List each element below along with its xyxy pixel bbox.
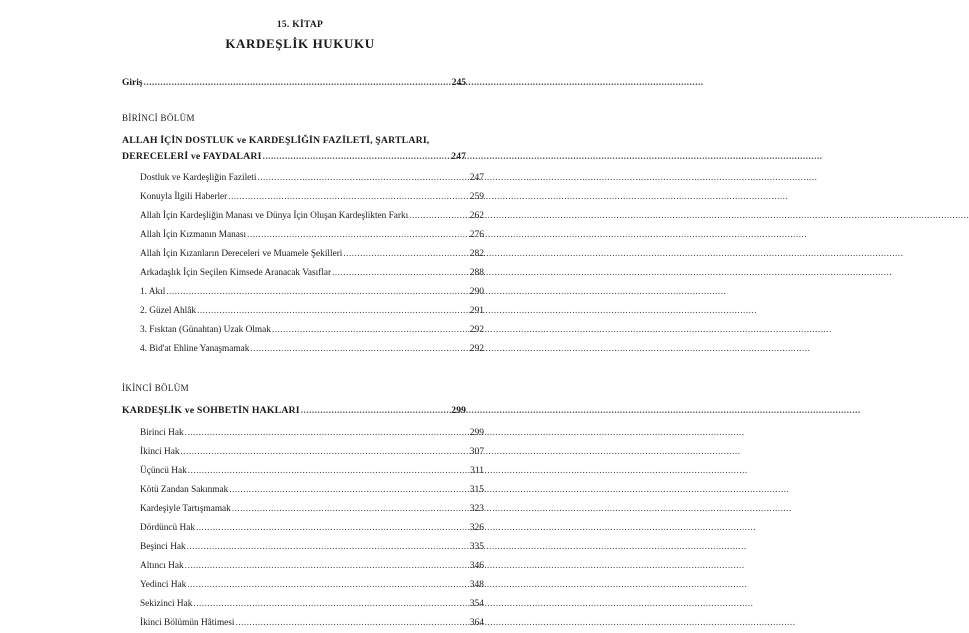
toc-entry[interactable] — [122, 245, 484, 264]
toc-entry[interactable] — [122, 538, 484, 557]
toc-entry-page: 354 — [469, 598, 484, 609]
toc-entry-label: Sekizinci Hak — [140, 598, 193, 609]
dot-leader — [263, 154, 452, 165]
toc-entry[interactable] — [122, 188, 484, 207]
toc-entry-label: Beşinci Hak — [140, 541, 186, 552]
toc-entry-page: 326 — [469, 522, 484, 533]
toc-entry[interactable] — [122, 614, 484, 633]
toc-entry-page: 276 — [469, 230, 484, 240]
toc-entry-page: 245 — [451, 78, 466, 88]
toc-entry[interactable] — [122, 207, 484, 226]
toc-entry-label: Birinci Hak — [140, 427, 184, 438]
section-heading-line-2: DERECELERİ ve FAYDALARI — [122, 150, 262, 162]
toc-entry-page: 311 — [470, 465, 484, 476]
dot-leader — [236, 622, 470, 633]
toc-entry[interactable] — [122, 519, 484, 538]
toc-entry-page: 335 — [469, 541, 484, 552]
toc-entry-label: Yedinci Hak — [140, 579, 187, 590]
toc-entry[interactable] — [122, 302, 484, 321]
toc-entry[interactable] — [122, 557, 484, 576]
section-heading-page: 299 — [451, 406, 466, 416]
toc-entry[interactable] — [122, 169, 484, 188]
toc-entry[interactable] — [122, 283, 484, 302]
section-heading[interactable] — [122, 133, 466, 165]
toc-entry-page: 247 — [469, 173, 484, 183]
toc-entry-page: 288 — [469, 268, 484, 278]
section-kicker: İKİNCİ BÖLÜM — [122, 383, 189, 393]
toc-entry[interactable] — [122, 424, 484, 443]
toc-entry[interactable] — [122, 340, 484, 359]
toc-entry-page: 291 — [469, 306, 484, 316]
toc-entry-intro[interactable] — [122, 74, 466, 93]
toc-entry-page: 315 — [469, 484, 484, 495]
toc-entry[interactable] — [122, 576, 484, 595]
toc-entry-label: Arkadaşlık İçin Seçilen Kimsede Aranacak Vasıflar — [140, 268, 332, 278]
toc-entry[interactable] — [122, 500, 484, 519]
toc-entry-page: 292 — [469, 325, 484, 335]
page-title-block — [0, 0, 600, 53]
toc-entry-label: 1. Akıl — [140, 287, 166, 297]
dot-leader — [144, 82, 452, 93]
toc-entry-label: Altıncı Hak — [140, 560, 184, 571]
toc-entry-page: 348 — [469, 579, 484, 590]
section-heading-line-2: KARDEŞLİK ve SOHBETİN HAKLARI — [122, 405, 300, 416]
page-title: KARDEŞLİK HUKUKU — [225, 36, 375, 51]
toc-entry-label: Üçüncü Hak — [140, 465, 187, 476]
toc-entry-label: Kardeşiyle Tartışmamak — [140, 503, 231, 514]
toc-entry-label: Dostluk ve Kardeşliğin Fazileti — [140, 173, 257, 183]
toc-entry-label: 3. Fısktan (Günahtan) Uzak Olmak — [140, 325, 271, 335]
toc-entry-label: Dördüncü Hak — [140, 522, 195, 533]
toc-entry-page: 262 — [469, 211, 484, 221]
toc-entry[interactable] — [122, 595, 484, 614]
toc-entry-page: 259 — [469, 192, 484, 202]
toc-entry-label: İkinci Bölümün Hâtimesi — [140, 617, 235, 628]
dot-leader — [301, 409, 452, 420]
toc-entry-list — [122, 169, 484, 359]
toc-entry-page: 364 — [469, 617, 484, 628]
toc-entry-page: 290 — [469, 287, 484, 297]
toc-entry[interactable] — [122, 264, 484, 283]
toc-entry-page: 292 — [469, 344, 484, 354]
section-heading-page: 247 — [451, 151, 466, 162]
toc-entry-label: 2. Güzel Ahlâk — [140, 306, 197, 316]
toc-entry[interactable] — [122, 481, 484, 500]
toc-entry-label: Giriş — [122, 78, 143, 88]
book-number: 15. KİTAP — [276, 20, 324, 30]
toc-entry[interactable] — [122, 443, 484, 462]
section-heading-line-1: ALLAH İÇİN DOSTLUK ve KARDEŞLİĞİN FAZİLETİ, ŞARTLARI, — [122, 135, 430, 146]
toc-section-2 — [122, 379, 484, 633]
toc-entry-page: 307 — [469, 446, 484, 457]
toc-entry-label: Allah İçin Kızanların Dereceleri ve Muamele Şekilleri — [140, 249, 343, 259]
toc-entry[interactable] — [122, 462, 484, 481]
toc-entry-page: 323 — [469, 503, 484, 514]
toc-entry-list — [122, 424, 484, 633]
table-of-contents — [0, 74, 600, 633]
toc-entry-label: İkinci Hak — [140, 446, 180, 457]
toc-entry-label: 4. Bid'at Ehline Yanaşmamak — [140, 344, 250, 354]
toc-entry-label: Allah İçin Kızmanın Manası — [140, 230, 247, 240]
section-heading[interactable] — [122, 403, 466, 420]
toc-entry-page: 346 — [469, 560, 484, 571]
toc-entry[interactable] — [122, 226, 484, 245]
toc-entry-label: Kötü Zandan Sakınmak — [140, 484, 229, 495]
toc-entry-label: Allah İçin Kardeşliğin Manası ve Dünya İçin Oluşan Kardeşlikten Farkı — [140, 211, 409, 221]
toc-entry-label: Konuyla İlgili Haberler — [140, 192, 228, 202]
section-kicker: BİRİNCİ BÖLÜM — [122, 113, 195, 123]
dot-leader — [250, 348, 469, 359]
toc-entry[interactable] — [122, 321, 484, 340]
toc-section-1 — [122, 109, 484, 359]
toc-entry-page: 282 — [469, 249, 484, 259]
toc-entry-page: 299 — [469, 427, 484, 438]
